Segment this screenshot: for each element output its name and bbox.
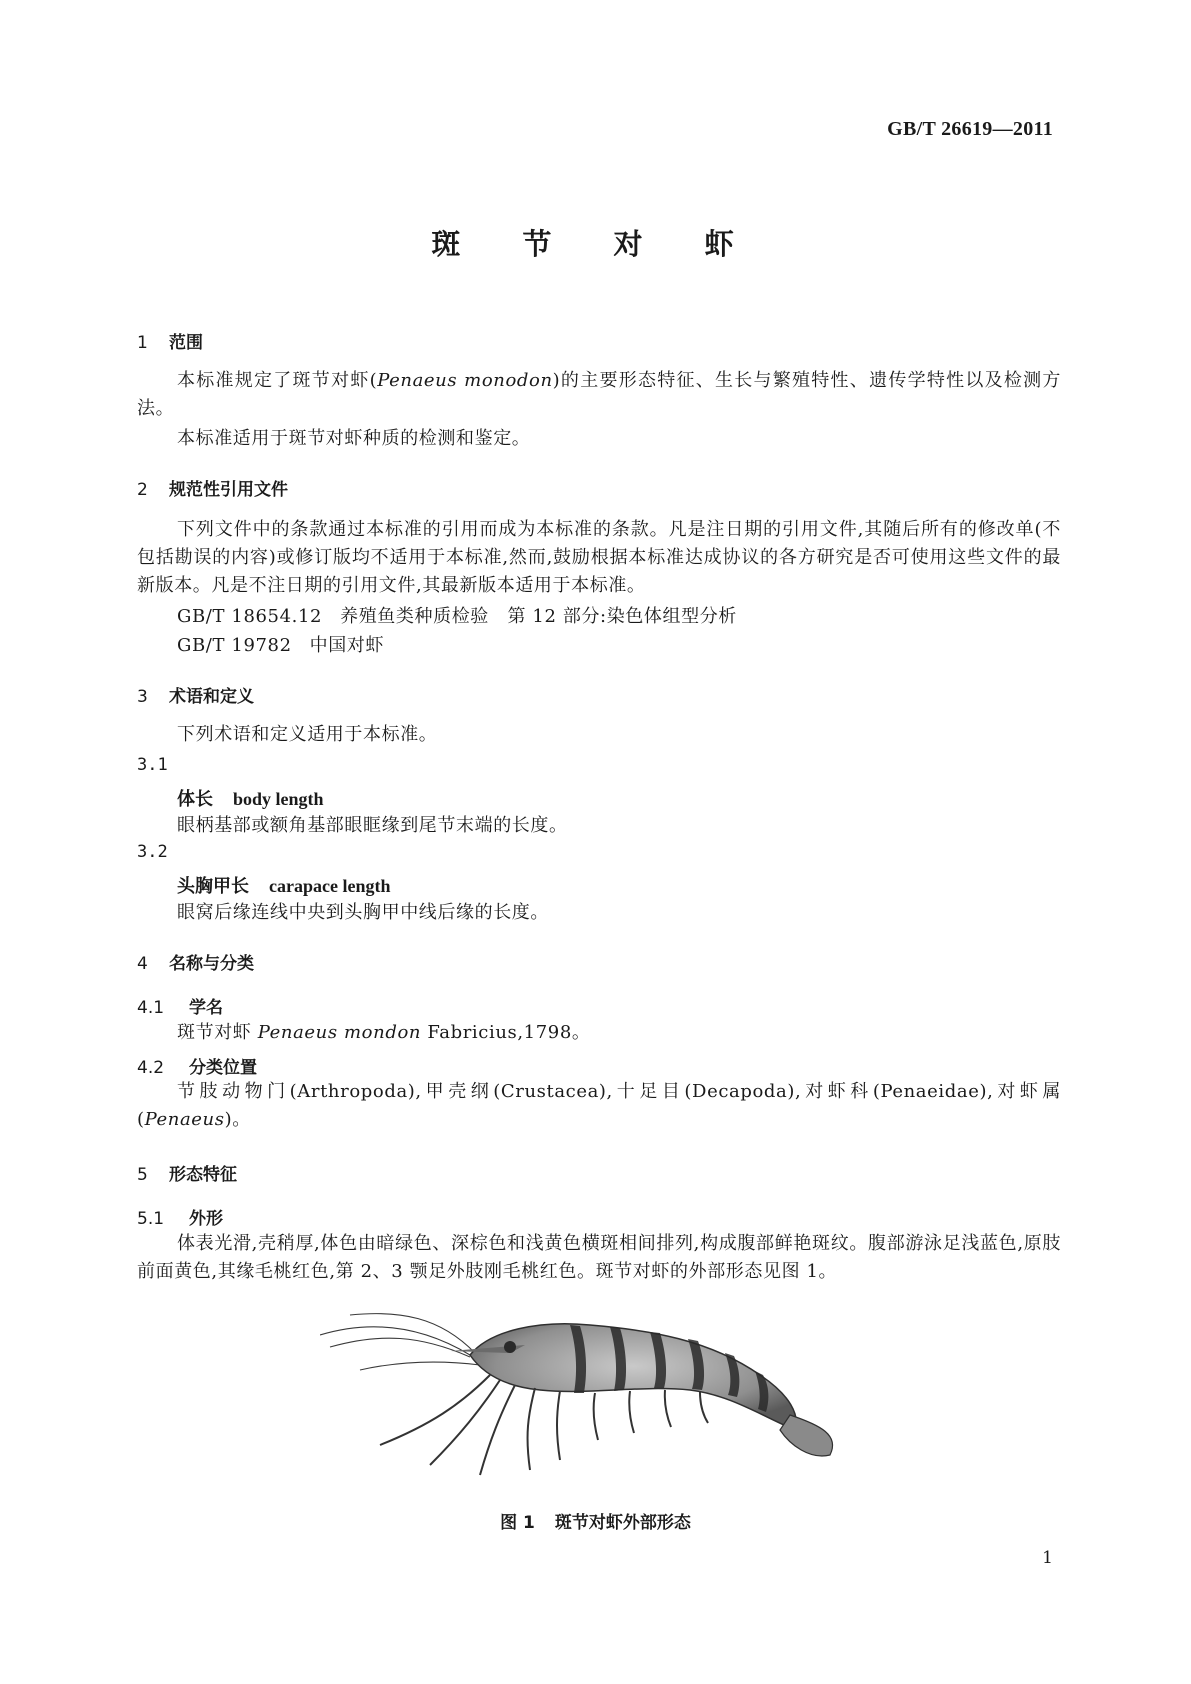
text: Fabricius,1798。 (421, 1022, 591, 1043)
section-title: 名称与分类 (169, 954, 254, 974)
section-4-heading (137, 949, 254, 974)
shrimp-illustration (320, 1295, 880, 1485)
eye (504, 1341, 516, 1353)
reference-code: GB/T 19782 (177, 635, 292, 656)
term-number: 3.1 (137, 755, 168, 775)
section-5-heading (137, 1160, 237, 1185)
section-title: 术语和定义 (169, 687, 254, 707)
text: )。 (224, 1109, 251, 1130)
term-heading (177, 872, 390, 898)
section-2-heading (137, 475, 288, 500)
figure-caption (0, 1508, 1191, 1533)
term-number: 3.2 (137, 842, 168, 862)
figure-label: 图 1 (500, 1513, 535, 1533)
appearance-paragraph: 体表光滑,壳稍厚,体色由暗绿色、深棕色和浅黄色横斑相间排列,构成腹部鲜艳斑纹。腹部游泳足浅蓝色,原肢前面黄色,其缘毛桃红色,第 2、3 颚足外肢刚毛桃红色。斑节对虾的外部形态见图 1。 (137, 1233, 1061, 1282)
antennae (320, 1314, 480, 1370)
text: 节肢动物门(Arthropoda),甲壳纲(Crustacea),十足目(Decapoda),对虾科(Penaeidae),对虾属( (137, 1081, 1061, 1130)
text: 斑节对虾 (177, 1022, 258, 1043)
term-en: carapace length (269, 876, 391, 896)
subsection-number: 4.2 (137, 1058, 165, 1078)
section-title: 规范性引用文件 (169, 480, 288, 500)
scientific-name (177, 1019, 590, 1047)
subsection-number: 4.1 (137, 998, 165, 1018)
subsection-title: 分类位置 (189, 1058, 257, 1078)
subsection-heading (137, 1204, 223, 1229)
subsection-title: 外形 (189, 1209, 223, 1229)
term-cn: 体长 (177, 789, 213, 810)
reference-title: 中国对虾 (309, 635, 385, 656)
scope-paragraph-2: 本标准适用于斑节对虾种质的检测和鉴定。 (177, 428, 531, 449)
shrimp-body (470, 1324, 796, 1430)
term-en: body length (233, 789, 324, 809)
page-title: 斑 节 对 虾 (431, 227, 760, 261)
subsection-heading (137, 1053, 257, 1078)
section-title: 范围 (169, 333, 203, 353)
reference-code: GB/T 18654.12 (177, 606, 323, 627)
tail-fan (780, 1415, 833, 1456)
scope-paragraph-1 (137, 367, 1061, 423)
reference-item (177, 632, 384, 660)
figure-title: 斑节对虾外部形态 (554, 1513, 691, 1533)
section-3-heading (137, 682, 254, 707)
term-definition: 眼窝后缘连线中央到头胸甲中线后缘的长度。 (177, 902, 549, 923)
section-1-heading (137, 328, 203, 353)
standard-number: GB/T 26619—2011 (887, 118, 1053, 140)
normative-references-paragraph: 下列文件中的条款通过本标准的引用而成为本标准的条款。凡是注日期的引用文件,其随后所有的修改单(不包括勘误的内容)或修订版均不适用于本标准,然而,鼓励根据本标准达成协议的各方研究是否可使用这些文件的最新版本。凡是不注日期的引用文件,其最新版本适用于本标准。 (137, 519, 1061, 596)
section-number: 1 (137, 333, 148, 353)
latin-name: Penaeus mondon (257, 1022, 422, 1043)
section-number: 2 (137, 480, 148, 500)
section-number: 4 (137, 954, 148, 974)
taxonomy-paragraph (137, 1078, 1061, 1134)
latin-name: Penaeus monodon (377, 370, 553, 391)
subsection-title: 学名 (189, 998, 223, 1018)
term-cn: 头胸甲长 (177, 876, 249, 897)
subsection-heading (137, 993, 223, 1018)
subsection-number: 5.1 (137, 1209, 165, 1229)
section-number: 3 (137, 687, 148, 707)
page-number: 1 (1042, 1548, 1053, 1568)
reference-item (177, 603, 737, 631)
term-heading (177, 785, 324, 811)
terms-intro: 下列术语和定义适用于本标准。 (177, 724, 438, 745)
latin-name: Penaeus (144, 1109, 225, 1130)
section-number: 5 (137, 1165, 148, 1185)
text: 本标准规定了斑节对虾( (177, 370, 378, 391)
reference-title: 养殖鱼类种质检验 第 12 部分:染色体组型分析 (340, 606, 737, 627)
section-title: 形态特征 (169, 1165, 237, 1185)
text: )的主要形态特征、生长与繁殖特性、遗传学特性以及检测方法。 (137, 370, 1061, 419)
term-definition: 眼柄基部或额角基部眼眶缘到尾节末端的长度。 (177, 815, 568, 836)
